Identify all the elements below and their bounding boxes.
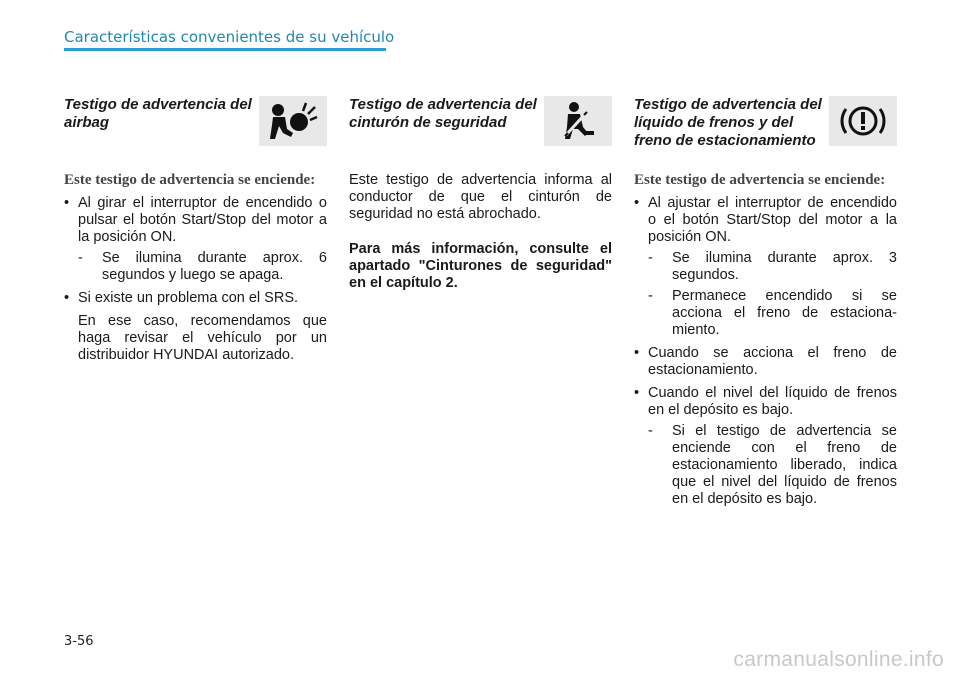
airbag-subheading: Este testigo de advertencia se enciende: (64, 172, 316, 188)
airbag-bullet-1: • Al girar el interruptor de encendido o pulsar el botón Start/Stop del motor a la posición ON. (64, 195, 327, 246)
brake-bullet-1: • Al ajustar el interruptor de encendido o el botón Start/Stop del motor a la posición ON. (634, 195, 897, 246)
airbag-bullet-2: • Si existe un problema con el SRS. (64, 290, 327, 307)
seatbelt-section-header (349, 96, 612, 146)
brake-dash-1: - Se ilumina durante aprox. 3 segundos. (648, 250, 897, 283)
seatbelt-body: Este testigo de advertencia informa al conductor de que el cinturón de seguridad no está abrochado. (349, 172, 612, 222)
brake-bullet-3: • Cuando el nivel del líquido de frenos en el depósito es bajo. (634, 385, 897, 419)
brake-bullet-2: • Cuando se acciona el freno de estacionamiento. (634, 345, 897, 379)
brake-dash-3: - Si el testigo de advertencia se enciende con el freno de estacionamiento liberado, indica que el nivel del líquido de frenos en el depósito es bajo. (648, 423, 897, 507)
brake-dash-2: - Permanece encendido si se acciona el freno de estaciona-miento. (648, 288, 897, 338)
brake-dash-3-text: Si el testigo de advertencia se enciende con el freno de estacionamiento liberado, indica que el nivel del líquido de frenos en el depósito es bajo. (672, 423, 897, 507)
airbag-dash-1-text: Se ilumina durante aprox. 6 segundos y luego se apaga. (102, 250, 327, 283)
brake-dash-1-text: Se ilumina durante aprox. 3 segundos. (672, 250, 897, 283)
seatbelt-warning-icon (544, 96, 612, 146)
airbag-section (64, 96, 327, 364)
seatbelt-reference: Para más información, consulte el apartado "Cinturones de seguridad" en el capítulo 2. (349, 241, 612, 291)
airbag-section-title: Testigo de advertencia del airbag (64, 96, 252, 131)
brake-warning-icon (829, 96, 897, 146)
brake-section-header (634, 96, 897, 150)
chapter-title: Características convenientes de su vehículo (64, 28, 395, 46)
brake-section-title: Testigo de advertencia del líquido de frenos y del freno de estacionamiento (634, 96, 822, 149)
watermark: carmanualsonline.info (733, 648, 944, 671)
brake-section (634, 96, 897, 508)
chapter-title-underline (64, 48, 386, 51)
airbag-warning-icon (259, 96, 327, 146)
brake-subheading: Este testigo de advertencia se enciende: (634, 172, 886, 188)
airbag-section-header (64, 96, 327, 146)
seatbelt-section (349, 96, 612, 292)
airbag-bullet-2-detail: En ese caso, recomendamos que haga revisar el vehículo por un distribuidor HYUNDAI autorizado. (78, 313, 327, 363)
seatbelt-section-title: Testigo de advertencia del cinturón de seguridad (349, 96, 537, 131)
page-number: 3-56 (64, 634, 94, 649)
brake-dash-2-text: Permanece encendido si se acciona el freno de estaciona-miento. (672, 288, 897, 338)
airbag-dash-1: - Se ilumina durante aprox. 6 segundos y luego se apaga. (78, 250, 327, 283)
